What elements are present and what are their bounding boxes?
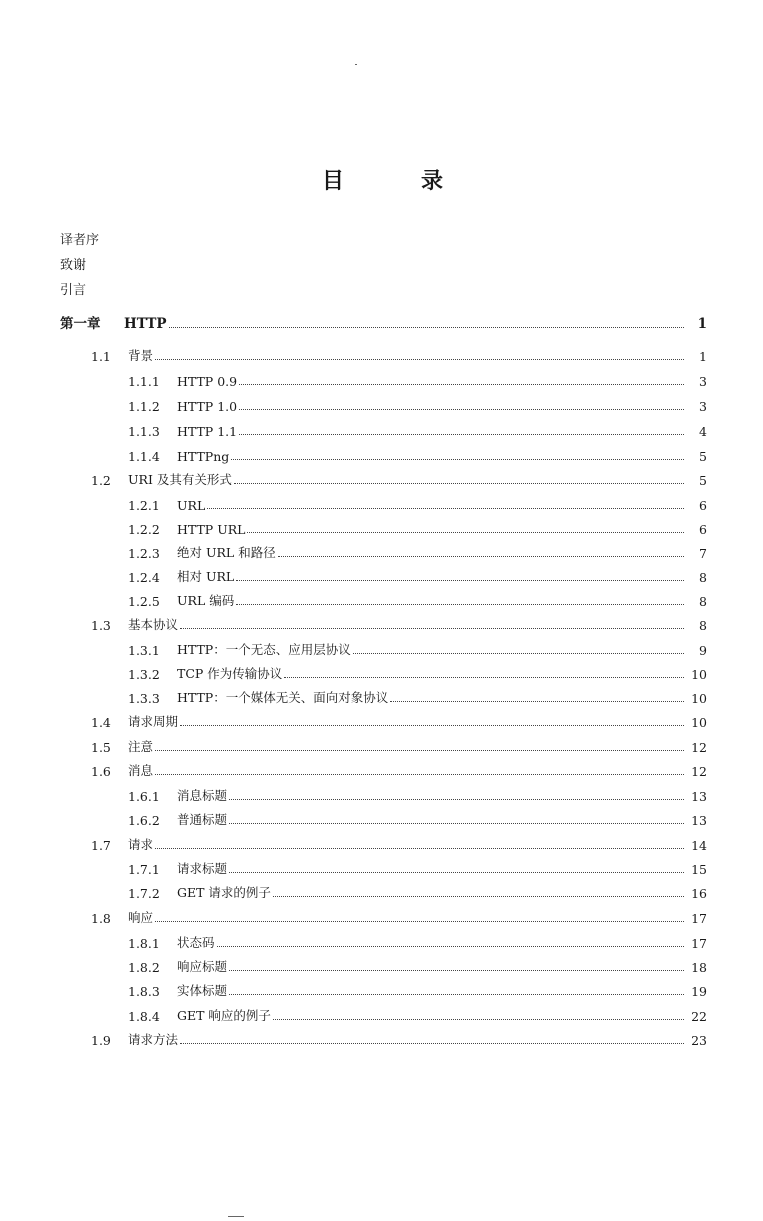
toc-entry[interactable] — [0, 591, 763, 609]
toc-entry[interactable] — [0, 957, 763, 975]
toc-entry-page: 5 — [699, 449, 707, 464]
toc-entry-page: 1 — [697, 316, 707, 332]
title-char-right: 录 — [421, 168, 444, 194]
toc-entry-title: URL 编码 — [177, 593, 235, 608]
toc-leader-dots — [353, 652, 684, 654]
toc-entry-number: 1.6 — [91, 764, 111, 779]
toc-entry[interactable] — [0, 981, 763, 999]
toc-entry[interactable] — [0, 1030, 763, 1048]
toc-entry-number: 1.1.4 — [128, 449, 160, 464]
toc-leader-dots — [234, 482, 684, 484]
toc-entry-number: 1.2.2 — [128, 522, 160, 537]
toc-entry-title: 请求 — [128, 837, 154, 852]
toc-entry[interactable] — [0, 810, 763, 828]
toc-leader-dots — [239, 433, 684, 435]
toc-entry-title: 普通标题 — [177, 812, 228, 827]
toc-entry-page: 10 — [691, 667, 707, 682]
toc-entry[interactable] — [0, 859, 763, 877]
toc-leader-dots — [231, 458, 684, 460]
toc-entry-page: 7 — [699, 546, 707, 561]
toc-entry-title: 背景 — [128, 348, 154, 363]
toc-entry[interactable] — [0, 446, 763, 464]
toc-leader-dots — [390, 700, 684, 702]
toc-entry-title: 请求标题 — [177, 861, 228, 876]
toc-entry-title: HTTPng — [177, 449, 230, 464]
toc-leader-dots — [155, 749, 684, 751]
toc-entry-page: 12 — [691, 740, 707, 755]
toc-entry-title: URL — [177, 498, 206, 513]
toc-entry-number: 1.3 — [91, 618, 111, 633]
toc-entry[interactable] — [0, 835, 763, 853]
toc-leader-dots — [229, 798, 684, 800]
front-matter-item[interactable]: 致谢 — [60, 258, 87, 273]
toc-entry-title: 消息 — [128, 763, 154, 778]
toc-entry-page: 1 — [699, 349, 707, 364]
toc-entry-number: 1.2.3 — [128, 546, 160, 561]
scan-speck — [228, 1216, 244, 1217]
toc-leader-dots — [239, 383, 684, 385]
toc-entry-page: 22 — [691, 1009, 707, 1024]
toc-entry[interactable] — [0, 908, 763, 926]
toc-entry-number: 1.7 — [91, 838, 111, 853]
toc-leader-dots — [236, 579, 684, 581]
toc-entry[interactable] — [0, 314, 763, 332]
toc-entry-page: 3 — [699, 399, 707, 414]
toc-entry-number: 1.8.1 — [128, 936, 160, 951]
scan-speck — [355, 64, 357, 65]
toc-entry[interactable] — [0, 688, 763, 706]
toc-leader-dots — [273, 895, 684, 897]
page-title — [0, 164, 763, 196]
toc-entry-title: HTTP 0.9 — [177, 374, 238, 389]
toc-entry[interactable] — [0, 664, 763, 682]
toc-entry[interactable] — [0, 786, 763, 804]
toc-entry-title: 基本协议 — [128, 617, 179, 632]
toc-leader-dots — [247, 531, 684, 533]
toc-entry-page: 17 — [691, 936, 707, 951]
toc-entry-number: 1.6.2 — [128, 813, 160, 828]
title-char-left: 目 — [322, 168, 345, 194]
toc-entry-title: 消息标题 — [177, 788, 228, 803]
toc-entry[interactable] — [0, 519, 763, 537]
toc-entry-page: 6 — [699, 498, 707, 513]
toc-entry[interactable] — [0, 543, 763, 561]
toc-entry-title: 注意 — [128, 739, 154, 754]
toc-entry-number: 1.1 — [91, 349, 111, 364]
toc-entry-number: 1.3.1 — [128, 643, 160, 658]
toc-leader-dots — [155, 358, 684, 360]
toc-entry-page: 23 — [691, 1033, 707, 1048]
toc-leader-dots — [284, 676, 684, 678]
toc-leader-dots — [180, 724, 684, 726]
toc-entry-title: HTTP — [124, 316, 167, 332]
toc-entry-title: 实体标题 — [177, 983, 228, 998]
toc-leader-dots — [155, 920, 684, 922]
toc-entry-page: 13 — [691, 813, 707, 828]
toc-leader-dots — [229, 871, 684, 873]
toc-entry-number: 1.2.4 — [128, 570, 160, 585]
toc-entry-page: 6 — [699, 522, 707, 537]
toc-entry-number: 1.2.5 — [128, 594, 160, 609]
toc-entry-title: HTTP：一个媒体无关、面向对象协议 — [177, 690, 389, 705]
toc-leader-dots — [155, 773, 684, 775]
toc-entry[interactable] — [0, 712, 763, 730]
toc-entry-title: GET 请求的例子 — [177, 885, 271, 900]
toc-entry-number: 1.1.1 — [128, 374, 160, 389]
toc-entry-number: 第一章 — [60, 316, 101, 332]
toc-entry[interactable] — [0, 640, 763, 658]
toc-entry[interactable] — [0, 421, 763, 439]
toc-entry-number: 1.4 — [91, 715, 111, 730]
toc-entry-page: 17 — [691, 911, 707, 926]
toc-leader-dots — [229, 993, 684, 995]
toc-entry[interactable] — [0, 470, 763, 488]
toc-leader-dots — [180, 1042, 684, 1044]
toc-entry-page: 10 — [691, 715, 707, 730]
toc-entry[interactable] — [0, 737, 763, 755]
toc-entry[interactable] — [0, 761, 763, 779]
toc-leader-dots — [273, 1018, 684, 1020]
toc-entry[interactable] — [0, 883, 763, 901]
toc-entry-title: 响应标题 — [177, 959, 228, 974]
toc-entry-number: 1.1.3 — [128, 424, 160, 439]
toc-entry[interactable] — [0, 1006, 763, 1024]
toc-entry-title: HTTP：一个无态、应用层协议 — [177, 642, 351, 657]
toc-entry-number: 1.1.2 — [128, 399, 160, 414]
toc-leader-dots — [229, 822, 684, 824]
front-matter-list — [60, 228, 99, 303]
toc-entry-page: 9 — [699, 643, 707, 658]
toc-leader-dots — [236, 603, 684, 605]
toc-leader-dots — [180, 627, 684, 629]
toc-entry-number: 1.5 — [91, 740, 111, 755]
toc-entry-title: HTTP 1.0 — [177, 399, 238, 414]
toc-entry[interactable] — [0, 371, 763, 389]
toc-entry-page: 13 — [691, 789, 707, 804]
toc-entry-title: HTTP 1.1 — [177, 424, 238, 439]
toc-entry-title: 请求周期 — [128, 714, 179, 729]
toc-leader-dots — [229, 969, 684, 971]
toc-entry-number: 1.6.1 — [128, 789, 160, 804]
toc-entry-number: 1.7.2 — [128, 886, 160, 901]
toc-entry-title: 绝对 URL 和路径 — [177, 545, 276, 560]
toc-entry[interactable] — [0, 567, 763, 585]
toc-leader-dots — [169, 326, 684, 328]
toc-entry-title: 请求方法 — [128, 1032, 179, 1047]
toc-entry-title: URI 及其有关形式 — [128, 472, 232, 487]
toc-entry-page: 18 — [691, 960, 707, 975]
toc-entry-number: 1.3.3 — [128, 691, 160, 706]
toc-leader-dots — [217, 945, 684, 947]
toc-leader-dots — [155, 847, 684, 849]
toc-entry-page: 8 — [699, 618, 707, 633]
toc-entry-page: 15 — [691, 862, 707, 877]
toc-entry-number: 1.2.1 — [128, 498, 160, 513]
toc-entry[interactable] — [0, 396, 763, 414]
toc-entry[interactable] — [0, 933, 763, 951]
toc-entry-page: 16 — [691, 886, 707, 901]
toc-entry-number: 1.8.4 — [128, 1009, 160, 1024]
toc-leader-dots — [239, 408, 684, 410]
toc-entry-page: 10 — [691, 691, 707, 706]
toc-entry-title: 状态码 — [177, 935, 215, 950]
toc-entry-title: GET 响应的例子 — [177, 1008, 271, 1023]
toc-entry-number: 1.8.3 — [128, 984, 160, 999]
toc-entry-title: 相对 URL — [177, 569, 235, 584]
toc-leader-dots — [278, 555, 684, 557]
toc-entry[interactable] — [0, 615, 763, 633]
toc-entry-title: TCP 作为传输协议 — [177, 666, 283, 681]
toc-entry-page: 12 — [691, 764, 707, 779]
toc-entry-page: 8 — [699, 570, 707, 585]
toc-entry-number: 1.8 — [91, 911, 111, 926]
toc-entry-title: 响应 — [128, 910, 154, 925]
front-matter-item[interactable]: 引言 — [60, 283, 87, 298]
toc-entry[interactable] — [0, 346, 763, 364]
toc-entry-number: 1.8.2 — [128, 960, 160, 975]
toc-entry-page: 14 — [691, 838, 707, 853]
toc-entry-page: 19 — [691, 984, 707, 999]
toc-entry-number: 1.7.1 — [128, 862, 160, 877]
toc-entry-page: 3 — [699, 374, 707, 389]
front-matter-item[interactable]: 译者序 — [60, 233, 100, 248]
toc-entry-number: 1.3.2 — [128, 667, 160, 682]
toc-entry-number: 1.9 — [91, 1033, 111, 1048]
toc-entry-number: 1.2 — [91, 473, 111, 488]
toc-entry[interactable] — [0, 495, 763, 513]
toc-entry-page: 4 — [699, 424, 707, 439]
toc-leader-dots — [207, 507, 684, 509]
toc-entry-page: 5 — [699, 473, 707, 488]
toc-entry-page: 8 — [699, 594, 707, 609]
toc-entry-title: HTTP URL — [177, 522, 246, 537]
